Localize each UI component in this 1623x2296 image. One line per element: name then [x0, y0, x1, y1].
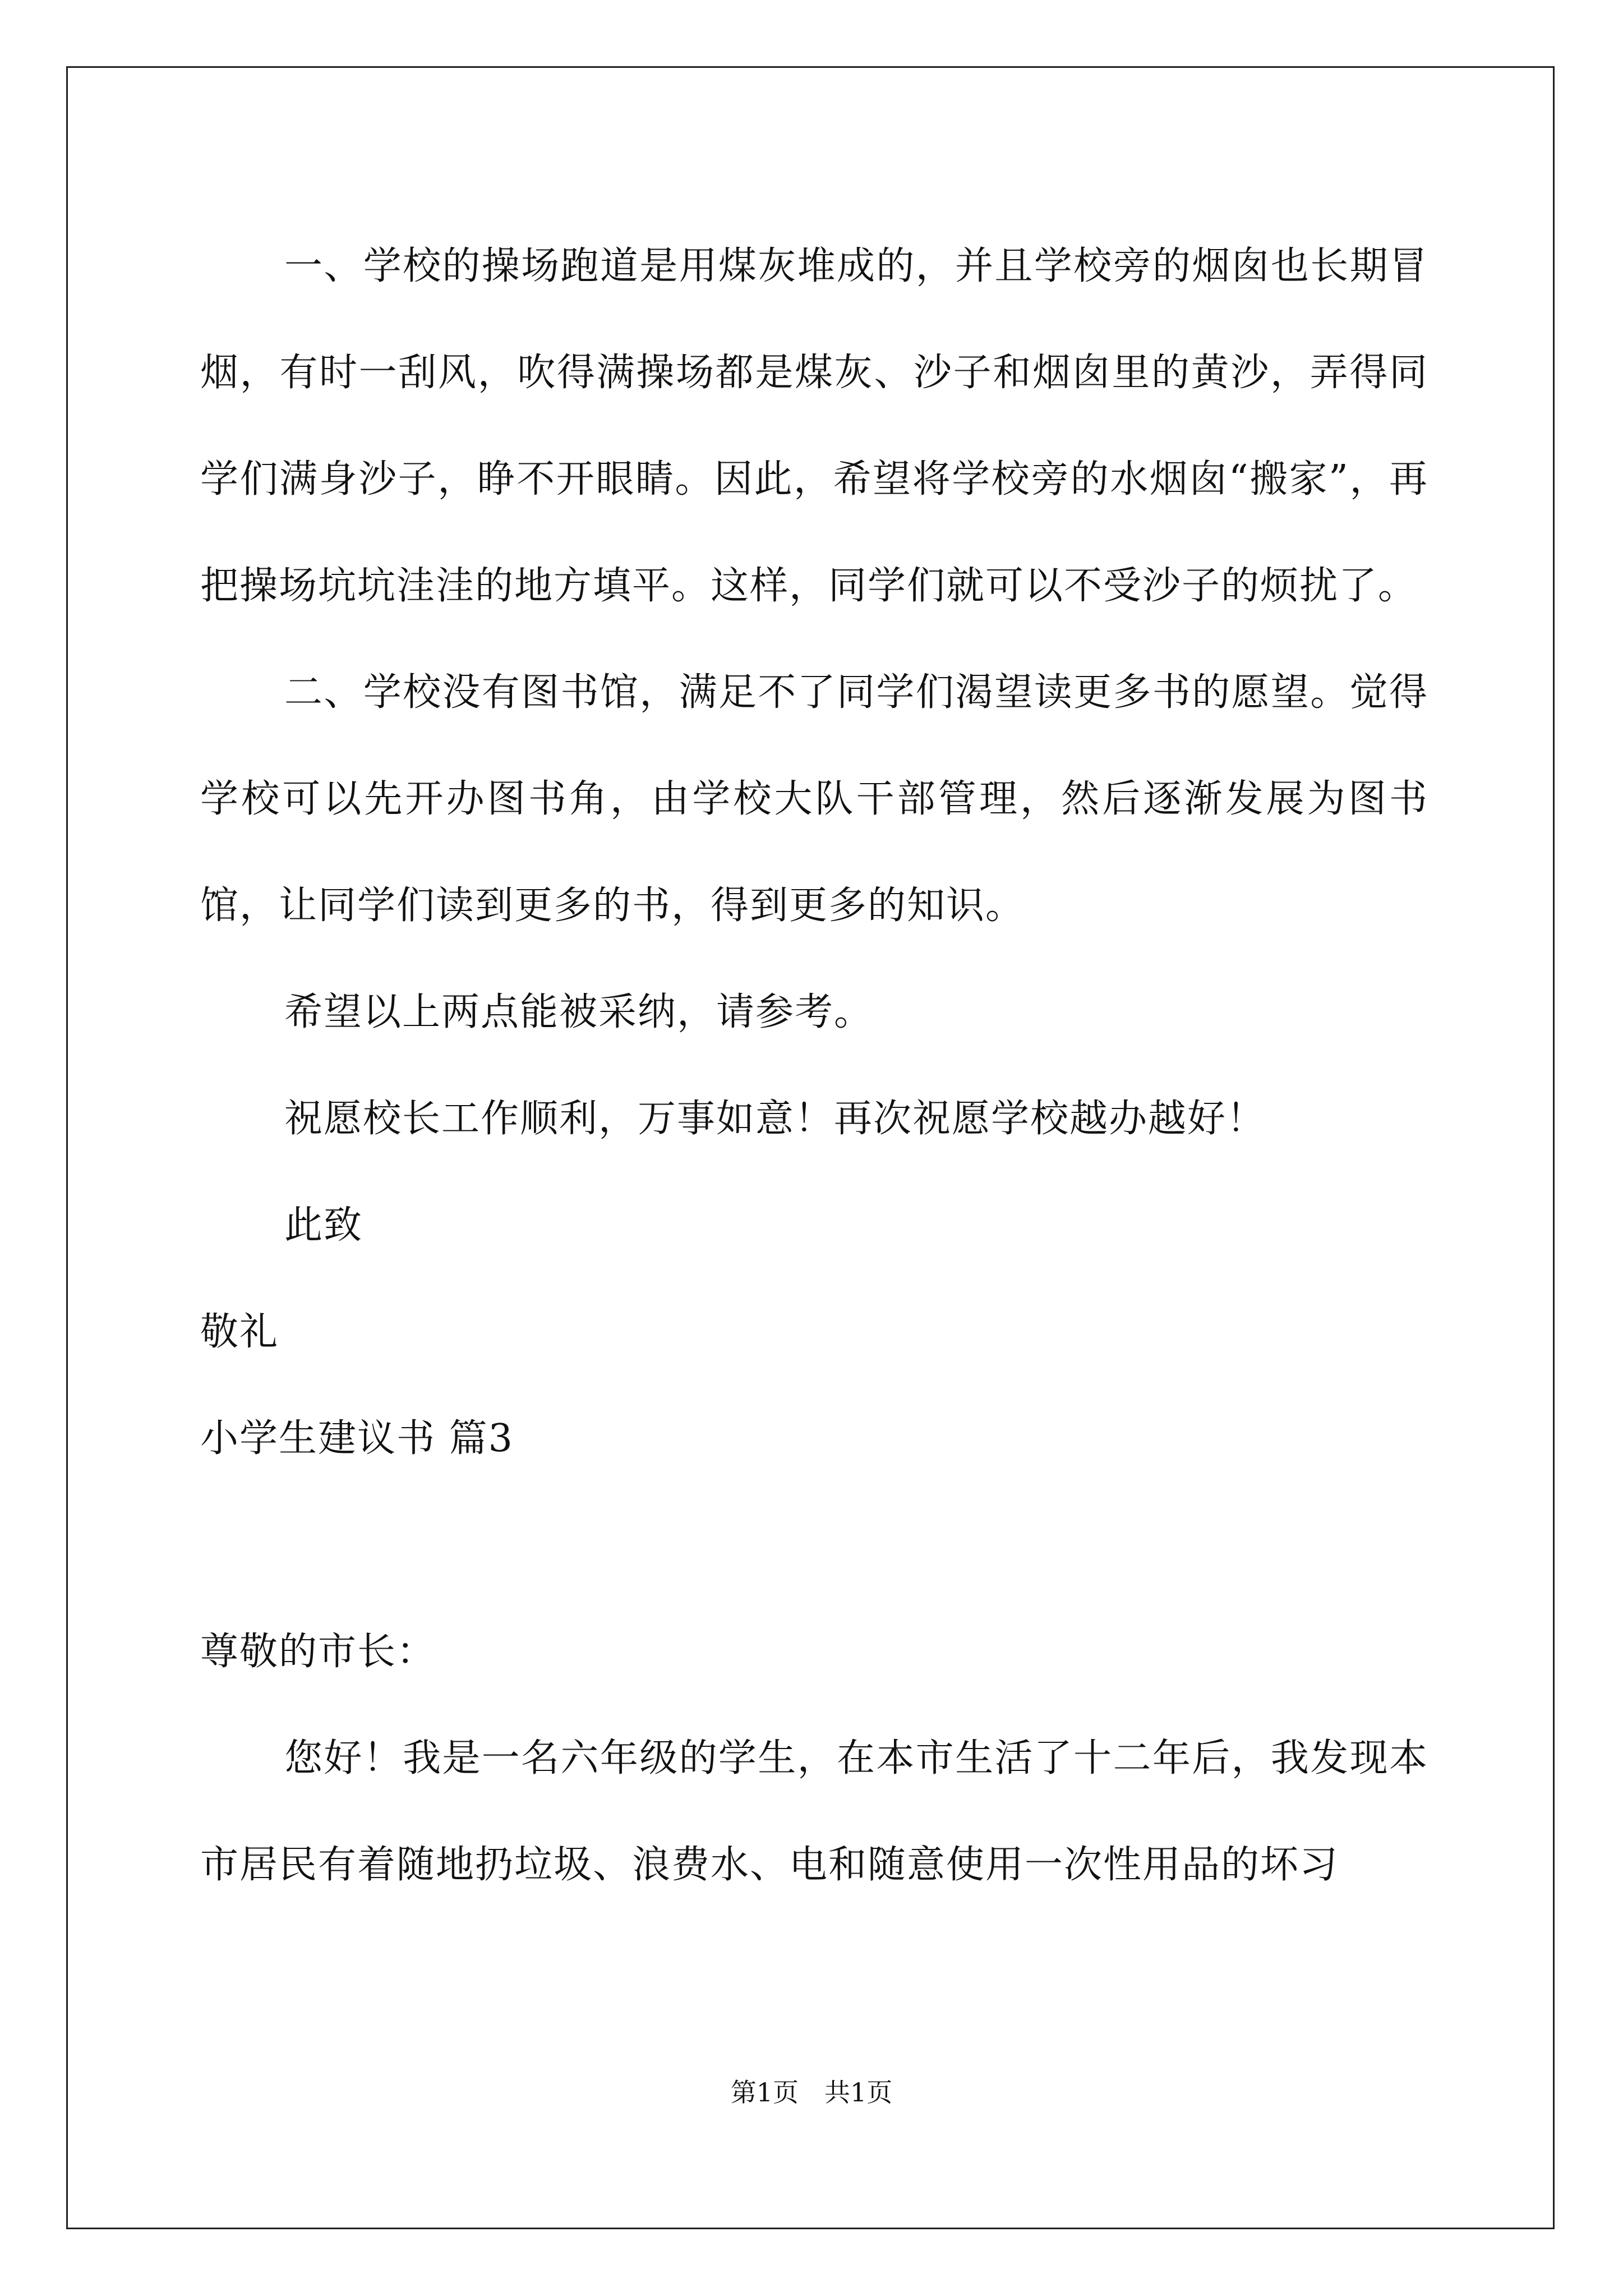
- closing-jingli: 敬礼: [200, 1310, 279, 1354]
- salutation: 尊敬的市长：: [200, 1630, 436, 1674]
- paragraph-greeting: 您好！我是一名六年级的学生，在本市生活了十二年后，我发现本市居民有着随地扔垃圾、浪费水、电和随意使用一次性用品的坏习: [200, 1736, 1428, 1887]
- paragraph-wishes: 祝愿校长工作顺利，万事如意！再次祝愿学校越办越好！: [284, 1097, 1266, 1141]
- section-heading: 小学生建议书 篇3: [200, 1416, 514, 1461]
- closing-cizhi: 此致: [284, 1203, 363, 1248]
- paragraph-hope: 希望以上两点能被采纳，请参考。: [284, 990, 874, 1034]
- paragraph-playground: 一、学校的操场跑道是用煤灰堆成的，并且学校旁的烟囱也长期冒烟，有时一刮风，吹得满操场都是煤灰、沙子和烟囱里的黄沙，弄得同学们满身沙子，睁不开眼睛。因此，希望将学校旁的水烟囱“搬家”，再把操场坑坑洼洼的地方填平。这样，同学们就可以不受沙子的烦扰了。: [200, 244, 1428, 608]
- paragraph-library: 二、学校没有图书馆，满足不了同学们渴望读更多书的愿望。觉得学校可以先开办图书角，由学校大队干部管理，然后逐渐发展为图书馆，让同学们读到更多的书，得到更多的知识。: [200, 670, 1428, 928]
- document-body: [200, 213, 1428, 1918]
- page-number: 第1页 共1页: [730, 2077, 893, 2108]
